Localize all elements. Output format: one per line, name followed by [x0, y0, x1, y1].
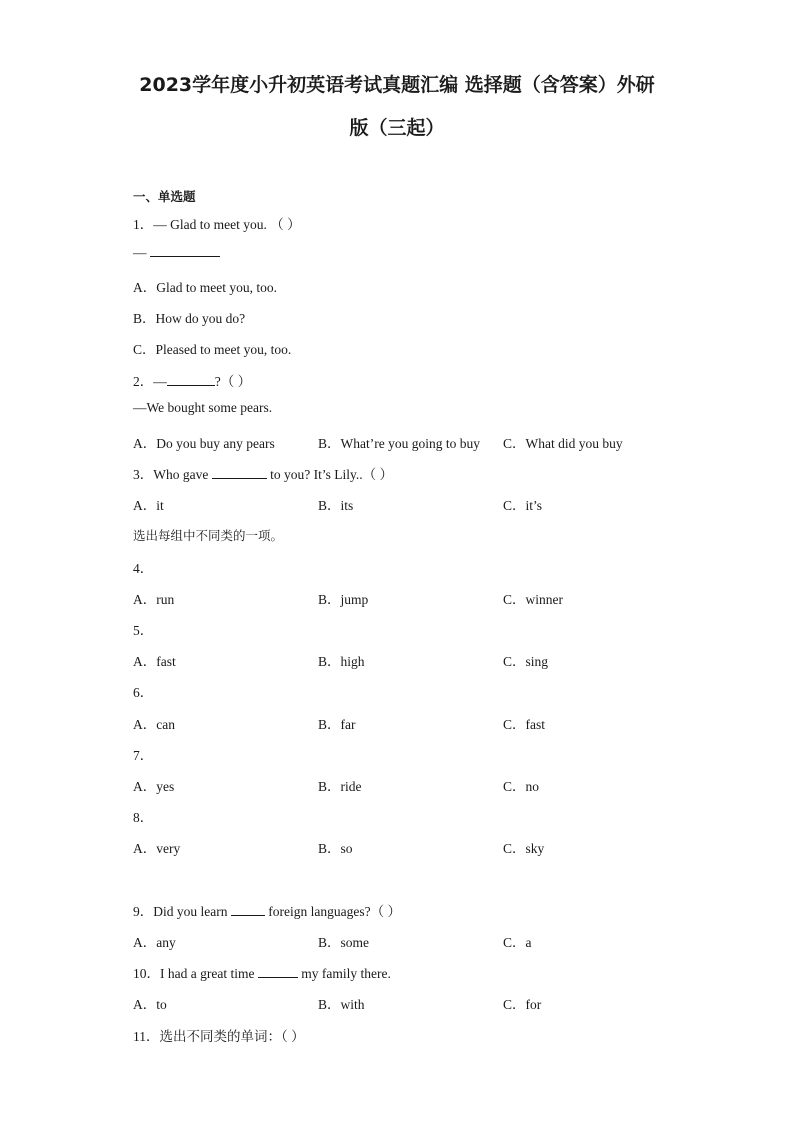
question-1-dash: — [133, 245, 147, 260]
question-5-number: 5． [133, 623, 154, 638]
question-5-option-b: B．high [318, 654, 365, 669]
question-3-stem-end: to you? It’s Lily..（ ） [270, 467, 393, 482]
question-10-stem-end: my family there. [301, 966, 391, 981]
question-9-stem-end: foreign languages?（ ） [268, 904, 401, 919]
question-10-blank [258, 965, 298, 978]
question-3-option-c: C．it’s [503, 498, 543, 513]
question-5-option-a: A．fast [133, 654, 176, 669]
question-7-option-b: B．ride [318, 779, 362, 794]
question-6-option-c: C．fast [503, 717, 545, 732]
document-title-line2: 版（三起） [349, 117, 445, 139]
question-3-blank [212, 466, 267, 479]
question-8-option-a: A．very [133, 841, 181, 856]
question-6-option-b: B．far [318, 717, 356, 732]
question-10-stem-start: 10．I had a great time [133, 966, 255, 981]
question-2-option-b: B．What’re you going to buy [318, 436, 480, 451]
question-8-number: 8． [133, 810, 154, 825]
question-9-option-a: A．any [133, 935, 176, 950]
question-2-blank [167, 373, 215, 386]
question-4-option-c: C．winner [503, 592, 563, 607]
question-4-option-a: A．run [133, 592, 175, 607]
question-7-option-a: A．yes [133, 779, 175, 794]
question-1-option-b: B．How do you do? [133, 311, 246, 326]
question-9-option-b: B．some [318, 935, 370, 950]
question-2-option-a: A．Do you buy any pears [133, 436, 275, 451]
question-3-stem [133, 463, 393, 483]
question-1-stem: 1．— Glad to meet you. （ ） [133, 217, 301, 232]
question-4-number: 4． [133, 561, 154, 576]
question-11-stem: 11．选出不同类的单词：（ ） [133, 1029, 305, 1044]
question-10-option-a: A．to [133, 997, 167, 1012]
question-2-number: 2．— [133, 374, 167, 389]
section-heading: 一、单选题 [133, 189, 196, 204]
question-1-blank [150, 244, 220, 257]
question-7-option-c: C．no [503, 779, 540, 794]
question-10-stem [133, 962, 391, 982]
question-8-option-b: B．so [318, 841, 353, 856]
odd-one-out-instruction: 选出每组中不同类的一项。 [133, 528, 284, 543]
question-1-response [133, 244, 220, 261]
question-3-option-b: B．its [318, 498, 354, 513]
question-3-option-a: A．it [133, 498, 164, 513]
question-1-option-a: A．Glad to meet you, too. [133, 280, 277, 295]
question-3-stem-start: 3．Who gave [133, 467, 209, 482]
question-7-number: 7． [133, 748, 154, 763]
document-title-line1: 2023学年度小升初英语考试真题汇编 选择题（含答案）外研 [139, 74, 655, 96]
question-2-stem-end: ?（ ） [214, 374, 252, 389]
question-10-option-c: C．for [503, 997, 542, 1012]
question-6-option-a: A．can [133, 717, 175, 732]
question-8-option-c: C．sky [503, 841, 545, 856]
question-2-answer-line: —We bought some pears. [133, 400, 273, 415]
question-9-option-c: C．a [503, 935, 532, 950]
question-1-option-c: C．Pleased to meet you, too. [133, 342, 292, 357]
question-2-stem [133, 370, 251, 390]
question-2-option-c: C．What did you buy [503, 436, 623, 451]
question-10-option-b: B．with [318, 997, 365, 1012]
question-5-option-c: C．sing [503, 654, 549, 669]
question-9-blank [231, 903, 265, 916]
question-9-stem [133, 900, 401, 920]
question-4-option-b: B．jump [318, 592, 369, 607]
question-9-stem-start: 9．Did you learn [133, 904, 228, 919]
question-6-number: 6． [133, 685, 154, 700]
